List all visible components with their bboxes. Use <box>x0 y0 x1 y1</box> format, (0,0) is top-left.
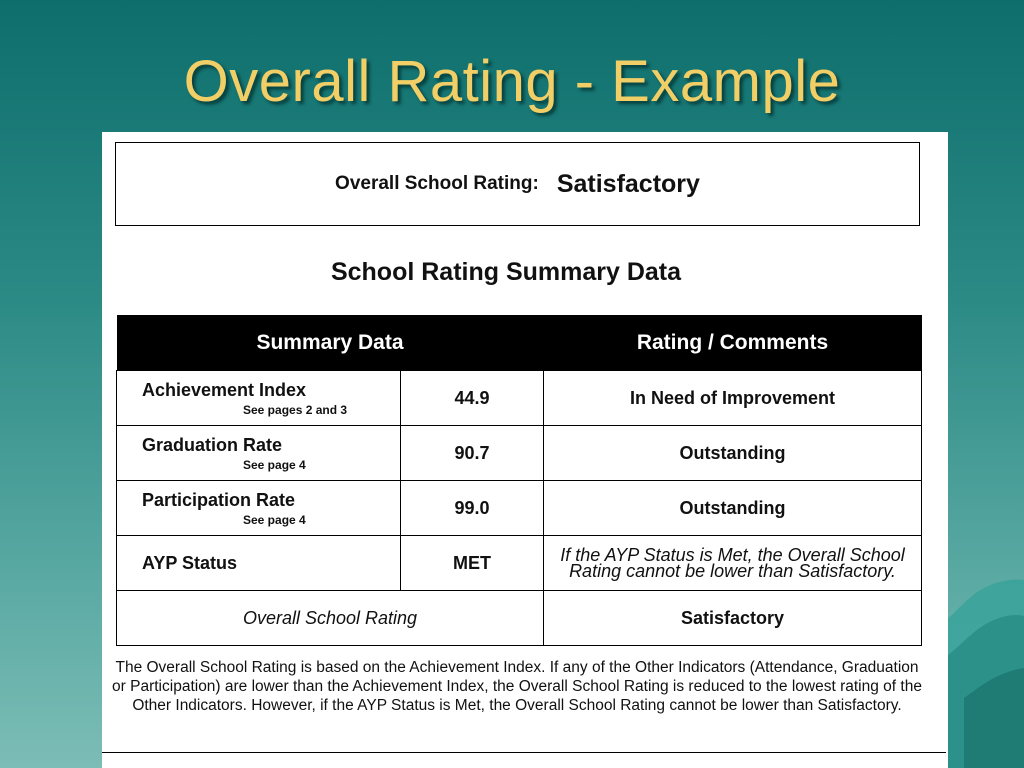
metric-name: Achievement Index <box>142 379 307 400</box>
metric-cell <box>117 371 401 426</box>
metric-comment: If the AYP Status is Met, the Overall School Rating cannot be lower than Satisfactory. <box>544 536 922 591</box>
metric-value: 90.7 <box>401 426 544 481</box>
overall-rating-label: Overall School Rating: <box>335 173 539 194</box>
slide-title: Overall Rating - Example <box>183 49 841 114</box>
metric-name: Graduation Rate <box>142 434 283 455</box>
summary-table <box>116 315 922 646</box>
summary-heading: School Rating Summary Data <box>330 258 682 286</box>
overall-rating-box <box>115 142 920 226</box>
metric-comment: In Need of Improvement <box>544 371 922 426</box>
overall-row-label: Overall School Rating <box>117 591 544 646</box>
header-rating-comments: Rating / Comments <box>544 315 922 371</box>
report-panel <box>102 132 948 768</box>
table-row <box>117 481 922 536</box>
overall-row-value: Satisfactory <box>544 591 922 646</box>
table-header-row <box>117 315 922 371</box>
footnote: The Overall School Rating is based on the Achievement Index. If any of the Other Indicators (Attendance, Graduation or Participation) are lower than the Achievement Index, the Overall School Rating is reduced to the lowest rating of the Other Indicators. However, if the AYP Status is Met, the Overall School Rating cannot be lower than Satisfactory. <box>112 659 922 714</box>
metric-cell <box>117 536 401 591</box>
table-row <box>117 371 922 426</box>
metric-value: MET <box>401 536 544 591</box>
table-row <box>117 536 922 591</box>
metric-comment: Outstanding <box>544 481 922 536</box>
metric-cell <box>117 481 401 536</box>
metric-note: See pages 2 and 3 <box>243 402 348 417</box>
metric-note: See page 4 <box>243 512 306 527</box>
metric-value: 44.9 <box>401 371 544 426</box>
overall-row <box>117 591 922 646</box>
metric-name: AYP Status <box>142 552 238 573</box>
bottom-divider <box>102 752 946 753</box>
metric-name: Participation Rate <box>142 489 296 510</box>
table-row <box>117 426 922 481</box>
metric-cell <box>117 426 401 481</box>
overall-rating-value: Satisfactory <box>556 169 700 198</box>
header-summary-data: Summary Data <box>117 315 544 371</box>
metric-comment: Outstanding <box>544 426 922 481</box>
metric-note: See page 4 <box>243 457 306 472</box>
metric-value: 99.0 <box>401 481 544 536</box>
